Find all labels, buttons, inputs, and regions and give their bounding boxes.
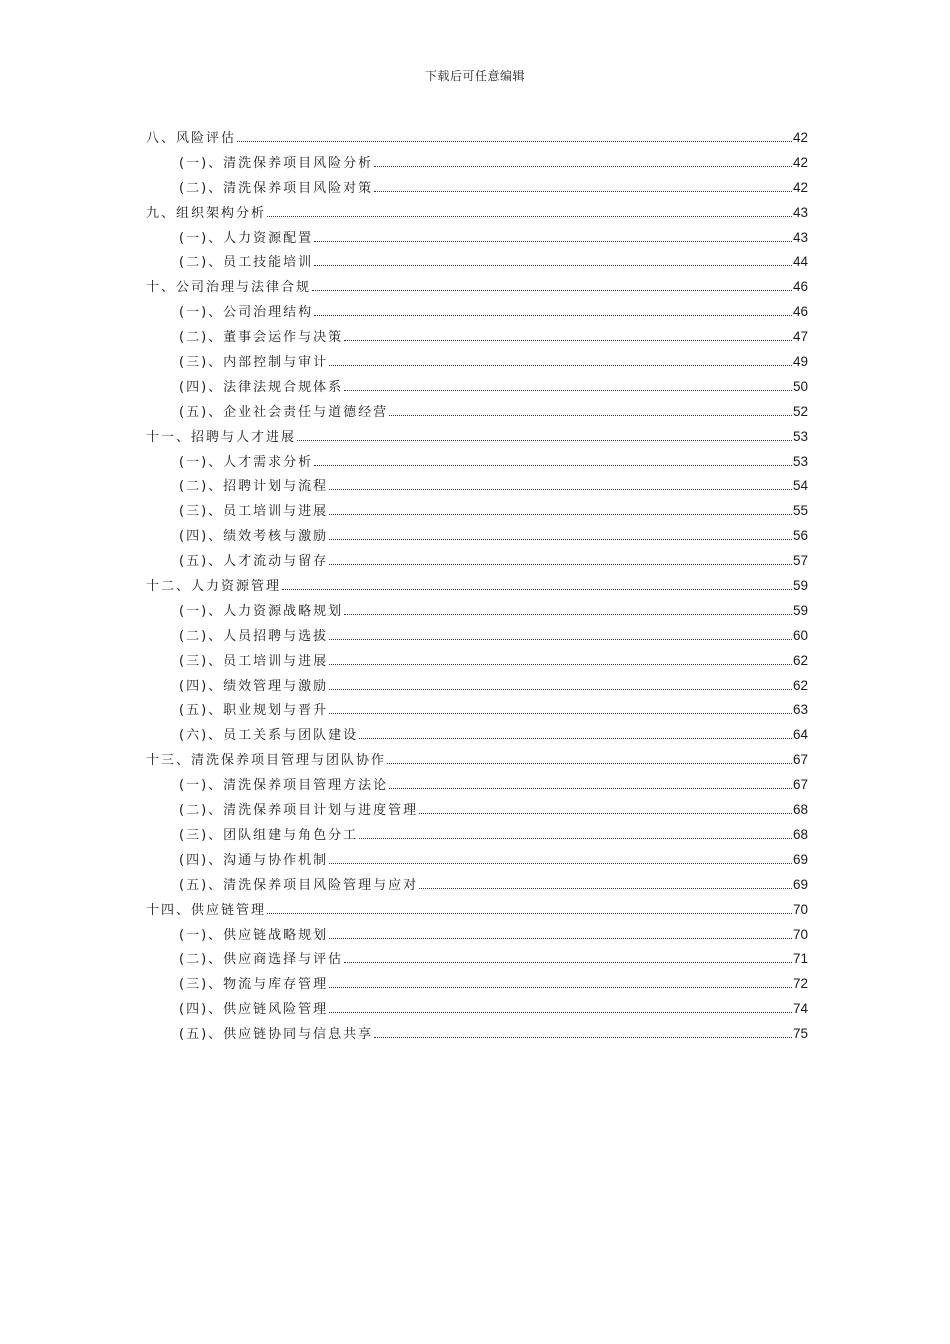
toc-dot-leader <box>329 937 792 939</box>
toc-page-number: 62 <box>792 652 808 668</box>
toc-page-number: 53 <box>792 428 808 444</box>
toc-chapter-entry[interactable] <box>146 276 808 301</box>
toc-dot-leader <box>329 862 792 864</box>
toc-section-entry[interactable] <box>146 625 808 650</box>
toc-section-entry[interactable] <box>146 650 808 675</box>
toc-page-number: 54 <box>792 478 808 494</box>
toc-section-entry[interactable] <box>146 849 808 874</box>
toc-section-entry[interactable] <box>146 251 808 276</box>
toc-entry-title: (五)、供应链协同与信息共享 <box>179 1027 374 1043</box>
toc-dot-leader <box>329 638 792 640</box>
toc-dot-leader <box>329 688 792 690</box>
toc-page-number: 68 <box>792 826 808 842</box>
toc-entry-title: 十一、招聘与人才进展 <box>146 429 297 445</box>
toc-entry-title: (五)、人才流动与留存 <box>179 554 329 570</box>
toc-section-entry[interactable] <box>146 675 808 700</box>
toc-entry-title: (四)、法律法规合规体系 <box>179 379 344 395</box>
toc-page-number: 68 <box>792 802 808 818</box>
toc-dot-leader <box>329 712 792 714</box>
toc-section-entry[interactable] <box>146 550 808 575</box>
toc-page-number: 42 <box>792 154 808 170</box>
toc-section-entry[interactable] <box>146 351 808 376</box>
toc-entry-title: 十三、清洗保养项目管理与团队协作 <box>146 753 387 769</box>
toc-entry-title: (五)、企业社会责任与道德经营 <box>179 404 389 420</box>
toc-page-number: 52 <box>792 403 808 419</box>
toc-section-entry[interactable] <box>146 177 808 202</box>
toc-entry-title: 十四、供应链管理 <box>146 902 267 918</box>
toc-page-number: 50 <box>792 378 808 394</box>
toc-dot-leader <box>297 439 792 441</box>
toc-section-entry[interactable] <box>146 475 808 500</box>
toc-page-number: 71 <box>792 951 808 967</box>
toc-entry-title: (三)、物流与库存管理 <box>179 977 329 993</box>
toc-entry-title: 十、公司治理与法律合规 <box>146 280 312 296</box>
toc-dot-leader <box>237 140 792 142</box>
toc-entry-title: (三)、内部控制与审计 <box>179 355 329 371</box>
toc-page-number: 43 <box>792 229 808 245</box>
toc-page-number: 53 <box>792 453 808 469</box>
toc-chapter-entry[interactable] <box>146 202 808 227</box>
toc-entry-title: 八、风险评估 <box>146 131 237 146</box>
toc-dot-leader <box>389 787 792 789</box>
toc-page-number: 42 <box>792 130 808 145</box>
toc-section-entry[interactable] <box>146 600 808 625</box>
toc-page-number: 55 <box>792 503 808 519</box>
toc-section-entry[interactable] <box>146 500 808 525</box>
toc-dot-leader <box>329 364 792 366</box>
toc-page-number: 60 <box>792 627 808 643</box>
toc-dot-leader <box>329 986 792 988</box>
toc-dot-leader <box>344 389 792 391</box>
toc-chapter-entry[interactable] <box>146 426 808 451</box>
toc-page-number: 67 <box>792 777 808 793</box>
toc-dot-leader <box>359 737 792 739</box>
toc-dot-leader <box>267 215 792 217</box>
toc-page-number: 63 <box>792 702 808 718</box>
toc-dot-leader <box>419 887 792 889</box>
toc-entry-title: (五)、职业规划与晋升 <box>179 703 329 719</box>
toc-page-number: 75 <box>792 1026 808 1042</box>
table-of-contents <box>146 127 808 1048</box>
toc-dot-leader <box>419 812 792 814</box>
toc-dot-leader <box>374 165 792 167</box>
toc-page-number: 46 <box>792 279 808 295</box>
toc-dot-leader <box>314 240 792 242</box>
toc-dot-leader <box>267 912 792 914</box>
toc-dot-leader <box>312 289 792 291</box>
toc-entry-title: (二)、供应商选择与评估 <box>179 952 344 968</box>
toc-section-entry[interactable] <box>146 326 808 351</box>
toc-page-number: 56 <box>792 528 808 544</box>
toc-section-entry[interactable] <box>146 451 808 476</box>
toc-page-number: 57 <box>792 553 808 569</box>
toc-section-entry[interactable] <box>146 152 808 177</box>
toc-section-entry[interactable] <box>146 874 808 899</box>
toc-chapter-entry[interactable] <box>146 899 808 924</box>
toc-entry-title: (三)、团队组建与角色分工 <box>179 827 359 843</box>
toc-entry-title: (一)、人力资源配置 <box>179 230 314 246</box>
toc-entry-title: (五)、清洗保养项目风险管理与应对 <box>179 877 419 893</box>
toc-dot-leader <box>329 1011 792 1013</box>
toc-page-number: 64 <box>792 727 808 743</box>
toc-chapter-entry[interactable] <box>146 575 808 600</box>
toc-entry-title: 九、组织架构分析 <box>146 205 267 221</box>
toc-dot-leader <box>374 1036 792 1038</box>
toc-page-number: 72 <box>792 976 808 992</box>
toc-page-number: 69 <box>792 851 808 867</box>
toc-section-entry[interactable] <box>146 401 808 426</box>
toc-dot-leader <box>329 488 792 490</box>
toc-section-entry[interactable] <box>146 301 808 326</box>
toc-entry-title: (一)、公司治理结构 <box>179 305 314 321</box>
toc-dot-leader <box>359 837 792 839</box>
toc-entry-title: (三)、员工培训与进展 <box>179 653 329 669</box>
toc-dot-leader <box>329 538 792 540</box>
page-header-note: 下载后可任意编辑 <box>424 69 525 83</box>
toc-page-number: 49 <box>792 354 808 370</box>
toc-entry-title: (四)、沟通与协作机制 <box>179 852 329 868</box>
toc-section-entry[interactable] <box>146 525 808 550</box>
toc-dot-leader <box>282 588 792 590</box>
toc-entry-title: (二)、招聘计划与流程 <box>179 479 329 495</box>
toc-page-number: 62 <box>792 677 808 693</box>
toc-dot-leader <box>344 961 792 963</box>
toc-page-number: 69 <box>792 876 808 892</box>
toc-dot-leader <box>329 513 792 515</box>
toc-entry-title: (四)、供应链风险管理 <box>179 1002 329 1018</box>
toc-entry-title: (二)、员工技能培训 <box>179 255 314 271</box>
toc-page-number: 59 <box>792 578 808 594</box>
toc-entry-title: (二)、清洗保养项目计划与进度管理 <box>179 803 419 819</box>
toc-entry-title: (二)、人员招聘与选拔 <box>179 628 329 644</box>
toc-dot-leader <box>314 314 792 316</box>
toc-dot-leader <box>329 663 792 665</box>
toc-entry-title: (四)、绩效管理与激励 <box>179 678 329 694</box>
toc-section-entry[interactable] <box>146 376 808 401</box>
toc-section-entry[interactable] <box>146 924 808 949</box>
toc-section-entry[interactable] <box>146 1023 808 1048</box>
toc-dot-leader <box>314 264 792 266</box>
toc-entry-title: (二)、董事会运作与决策 <box>179 330 344 346</box>
toc-chapter-entry[interactable] <box>146 749 808 774</box>
toc-page-number: 74 <box>792 1001 808 1017</box>
toc-entry-title: (二)、清洗保养项目风险对策 <box>179 180 374 196</box>
toc-entry-title: (六)、员工关系与团队建设 <box>179 728 359 744</box>
toc-page-number: 44 <box>792 254 808 270</box>
toc-dot-leader <box>387 762 792 764</box>
toc-entry-title: (一)、清洗保养项目管理方法论 <box>179 778 389 794</box>
toc-section-entry[interactable] <box>146 724 808 749</box>
toc-entry-title: (一)、人力资源战略规划 <box>179 603 344 619</box>
toc-entry-title: (一)、人才需求分析 <box>179 454 314 470</box>
toc-page-number: 70 <box>792 901 808 917</box>
toc-entry-title: (一)、清洗保养项目风险分析 <box>179 155 374 171</box>
toc-page-number: 59 <box>792 602 808 618</box>
toc-page-number: 70 <box>792 926 808 942</box>
toc-page-number: 67 <box>792 752 808 768</box>
toc-page-number: 42 <box>792 179 808 195</box>
toc-page-number: 43 <box>792 204 808 220</box>
toc-dot-leader <box>374 190 792 192</box>
toc-dot-leader <box>344 339 792 341</box>
toc-entry-title: (一)、供应链战略规划 <box>179 927 329 943</box>
toc-section-entry[interactable] <box>146 973 808 998</box>
toc-entry-title: (四)、绩效考核与激励 <box>179 529 329 545</box>
toc-dot-leader <box>329 563 792 565</box>
toc-page-number: 47 <box>792 329 808 345</box>
toc-section-entry[interactable] <box>146 998 808 1023</box>
toc-section-entry[interactable] <box>146 799 808 824</box>
toc-dot-leader <box>344 613 792 615</box>
toc-entry-title: (三)、员工培训与进展 <box>179 504 329 520</box>
toc-chapter-entry[interactable] <box>146 127 808 152</box>
toc-section-entry[interactable] <box>146 774 808 799</box>
toc-section-entry[interactable] <box>146 699 808 724</box>
toc-section-entry[interactable] <box>146 948 808 973</box>
toc-page-number: 46 <box>792 304 808 320</box>
toc-entry-title: 十二、人力资源管理 <box>146 579 282 595</box>
toc-dot-leader <box>389 414 792 416</box>
toc-dot-leader <box>314 464 792 466</box>
toc-section-entry[interactable] <box>146 227 808 252</box>
toc-section-entry[interactable] <box>146 824 808 849</box>
